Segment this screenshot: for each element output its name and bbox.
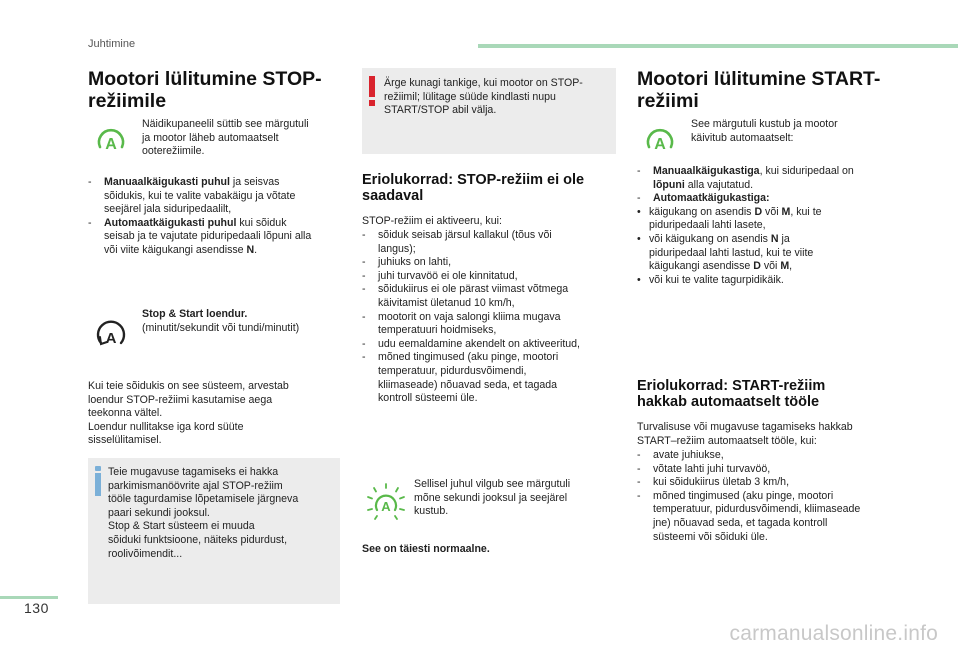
list-item: • käigukang on asendis D või M, kui te piduripedaali lahti lasete, [621,206,889,233]
list-item: - mootorit on vaja salongi kliima mugava temperatuuri hoidmiseks, [362,311,616,338]
list-item: • või kui te valite tagurpidikäik. [621,274,889,288]
svg-text:A: A [654,136,666,153]
list-item: - udu eemaldamine akendelt on aktiveeritud, [362,338,616,352]
start-indicator-row: A See märgutuli kustub ja mootor käivitub automaatselt: [637,118,838,158]
list-item: - sõidukiirus ei ole pärast viimast võtmega käivitamist ületanud 10 km/h, [362,283,616,310]
list-item: - Manuaalkäigukastiga, kui siduripedaal on lõpuni alla vajutatud. [637,165,889,192]
list-item: - mõned tingimused (aku pinge, mootori temperatuur, pidurdusvõimendi, kliimaseade jne) nõuavad seda, et tagada kontroll süsteemi või sõiduki üle. [637,490,889,544]
svg-text:A: A [381,499,391,514]
stop-indicator-row: A Näidikupaneelil süttib see märgutuli ja mootor läheb automaatselt ooterežiimile. [88,118,309,159]
stop-mode-title: Mootori lülitumine STOP- režiimile [88,68,322,112]
list-item: - Automaatkäigukasti puhul kui sõiduk seisab ja te vajutate piduripedaali lõpuni alla või viite käigukangi asendisse N. [88,217,340,258]
stop-start-blinking-icon [362,478,410,528]
stop-unavailable-list [362,229,616,406]
header-rule [478,44,958,48]
normal-note: See on täiesti normaalne. [362,543,490,555]
indicator-text: Näidikupaneelil süttib see märgutuli [142,118,309,130]
page-number: 130 [24,600,49,616]
warning-note: Ärge kunagi tankige, kui mootor on STOP- režiimil; lülitage süüde kindlasti nupu START/STOP abil välja. [362,68,616,154]
warning-icon [369,76,375,108]
counter-title: Stop & Start loendur. [142,308,248,320]
start-conditions [637,165,889,287]
stop-unavailable-intro: STOP-režiim ei aktiveeru, kui: [362,215,502,227]
list-item: - juhiuks on lahti, [362,256,616,270]
list-item: - võtate lahti juhi turvavöö, [637,463,889,477]
start-mode-title: Mootori lülitumine START- režiimi [637,68,881,112]
stop-start-green-icon [88,118,134,158]
stop-unavailable-title: Eriolukorrad: STOP-režiim ei ole saadaval [362,172,585,204]
info-icon [95,466,101,496]
svg-text:A: A [105,330,117,347]
list-item: • või käigukang on asendis N ja piduripedaal lahti lastud, kui te viite käigukangi asendisse D või M, [621,233,889,274]
counter-body: Kui teie sõidukis on see süsteem, arvestab loendur STOP-režiimi kasutamise aega teekonna vältel. Loendur nullitakse iga kord süüte sisselülitamisel. [88,380,289,447]
footer-rule [0,596,58,599]
list-item: - avate juhiukse, [637,449,889,463]
stop-start-counter-icon [88,308,134,354]
counter-row: A Stop & Start loendur. (minutit/sekundit või tundi/minutit) [88,308,299,354]
blink-row: A Sellisel juhul vilgub see märgutuli mõne sekundi jooksul ja seejärel kustub. [362,478,570,528]
svg-text:A: A [105,136,117,153]
list-item: - Automaatkäigukastiga: [637,192,889,206]
list-item: - kui sõidukiirus ületab 3 km/h, [637,476,889,490]
list-item: - Manuaalkäigukasti puhul ja seisvas sõidukis, kui te valite vabakäigu ja võtate seejärel jala siduripedaalilt, [88,176,340,217]
start-auto-title: Eriolukorrad: START-režiim hakkab automaatselt tööle [637,378,826,410]
watermark: carmanualsonline.info [729,622,938,645]
section-label: Juhtimine [88,38,136,50]
start-auto-intro: Turvalisuse või mugavuse tagamiseks hakkab START–režiim automaatselt tööle, kui: [637,421,853,447]
list-item: - mõned tingimused (aku pinge, mootori temperatuur, pidurdusvõimendi, kliimaseade) nõuavad seda, et tagada kontroll süsteemi üle. [362,351,616,405]
list-item: - juhi turvavöö ei ole kinnitatud, [362,270,616,284]
start-auto-list [637,449,889,544]
info-note: Teie mugavuse tagamiseks ei hakka parkimismanöövrite ajal STOP-režiim tööle tagurdamise lõpetamisele järgneva paari sekundi jooksul. Stop & Start süsteem ei muuda sõiduki funktsioone, näiteks pidurdust, roolivõimendit... [88,458,340,604]
stop-conditions-list [88,176,340,258]
stop-start-green-icon [637,118,683,158]
list-item: - sõiduk seisab järsul kallakul (tõus või langus); [362,229,616,256]
